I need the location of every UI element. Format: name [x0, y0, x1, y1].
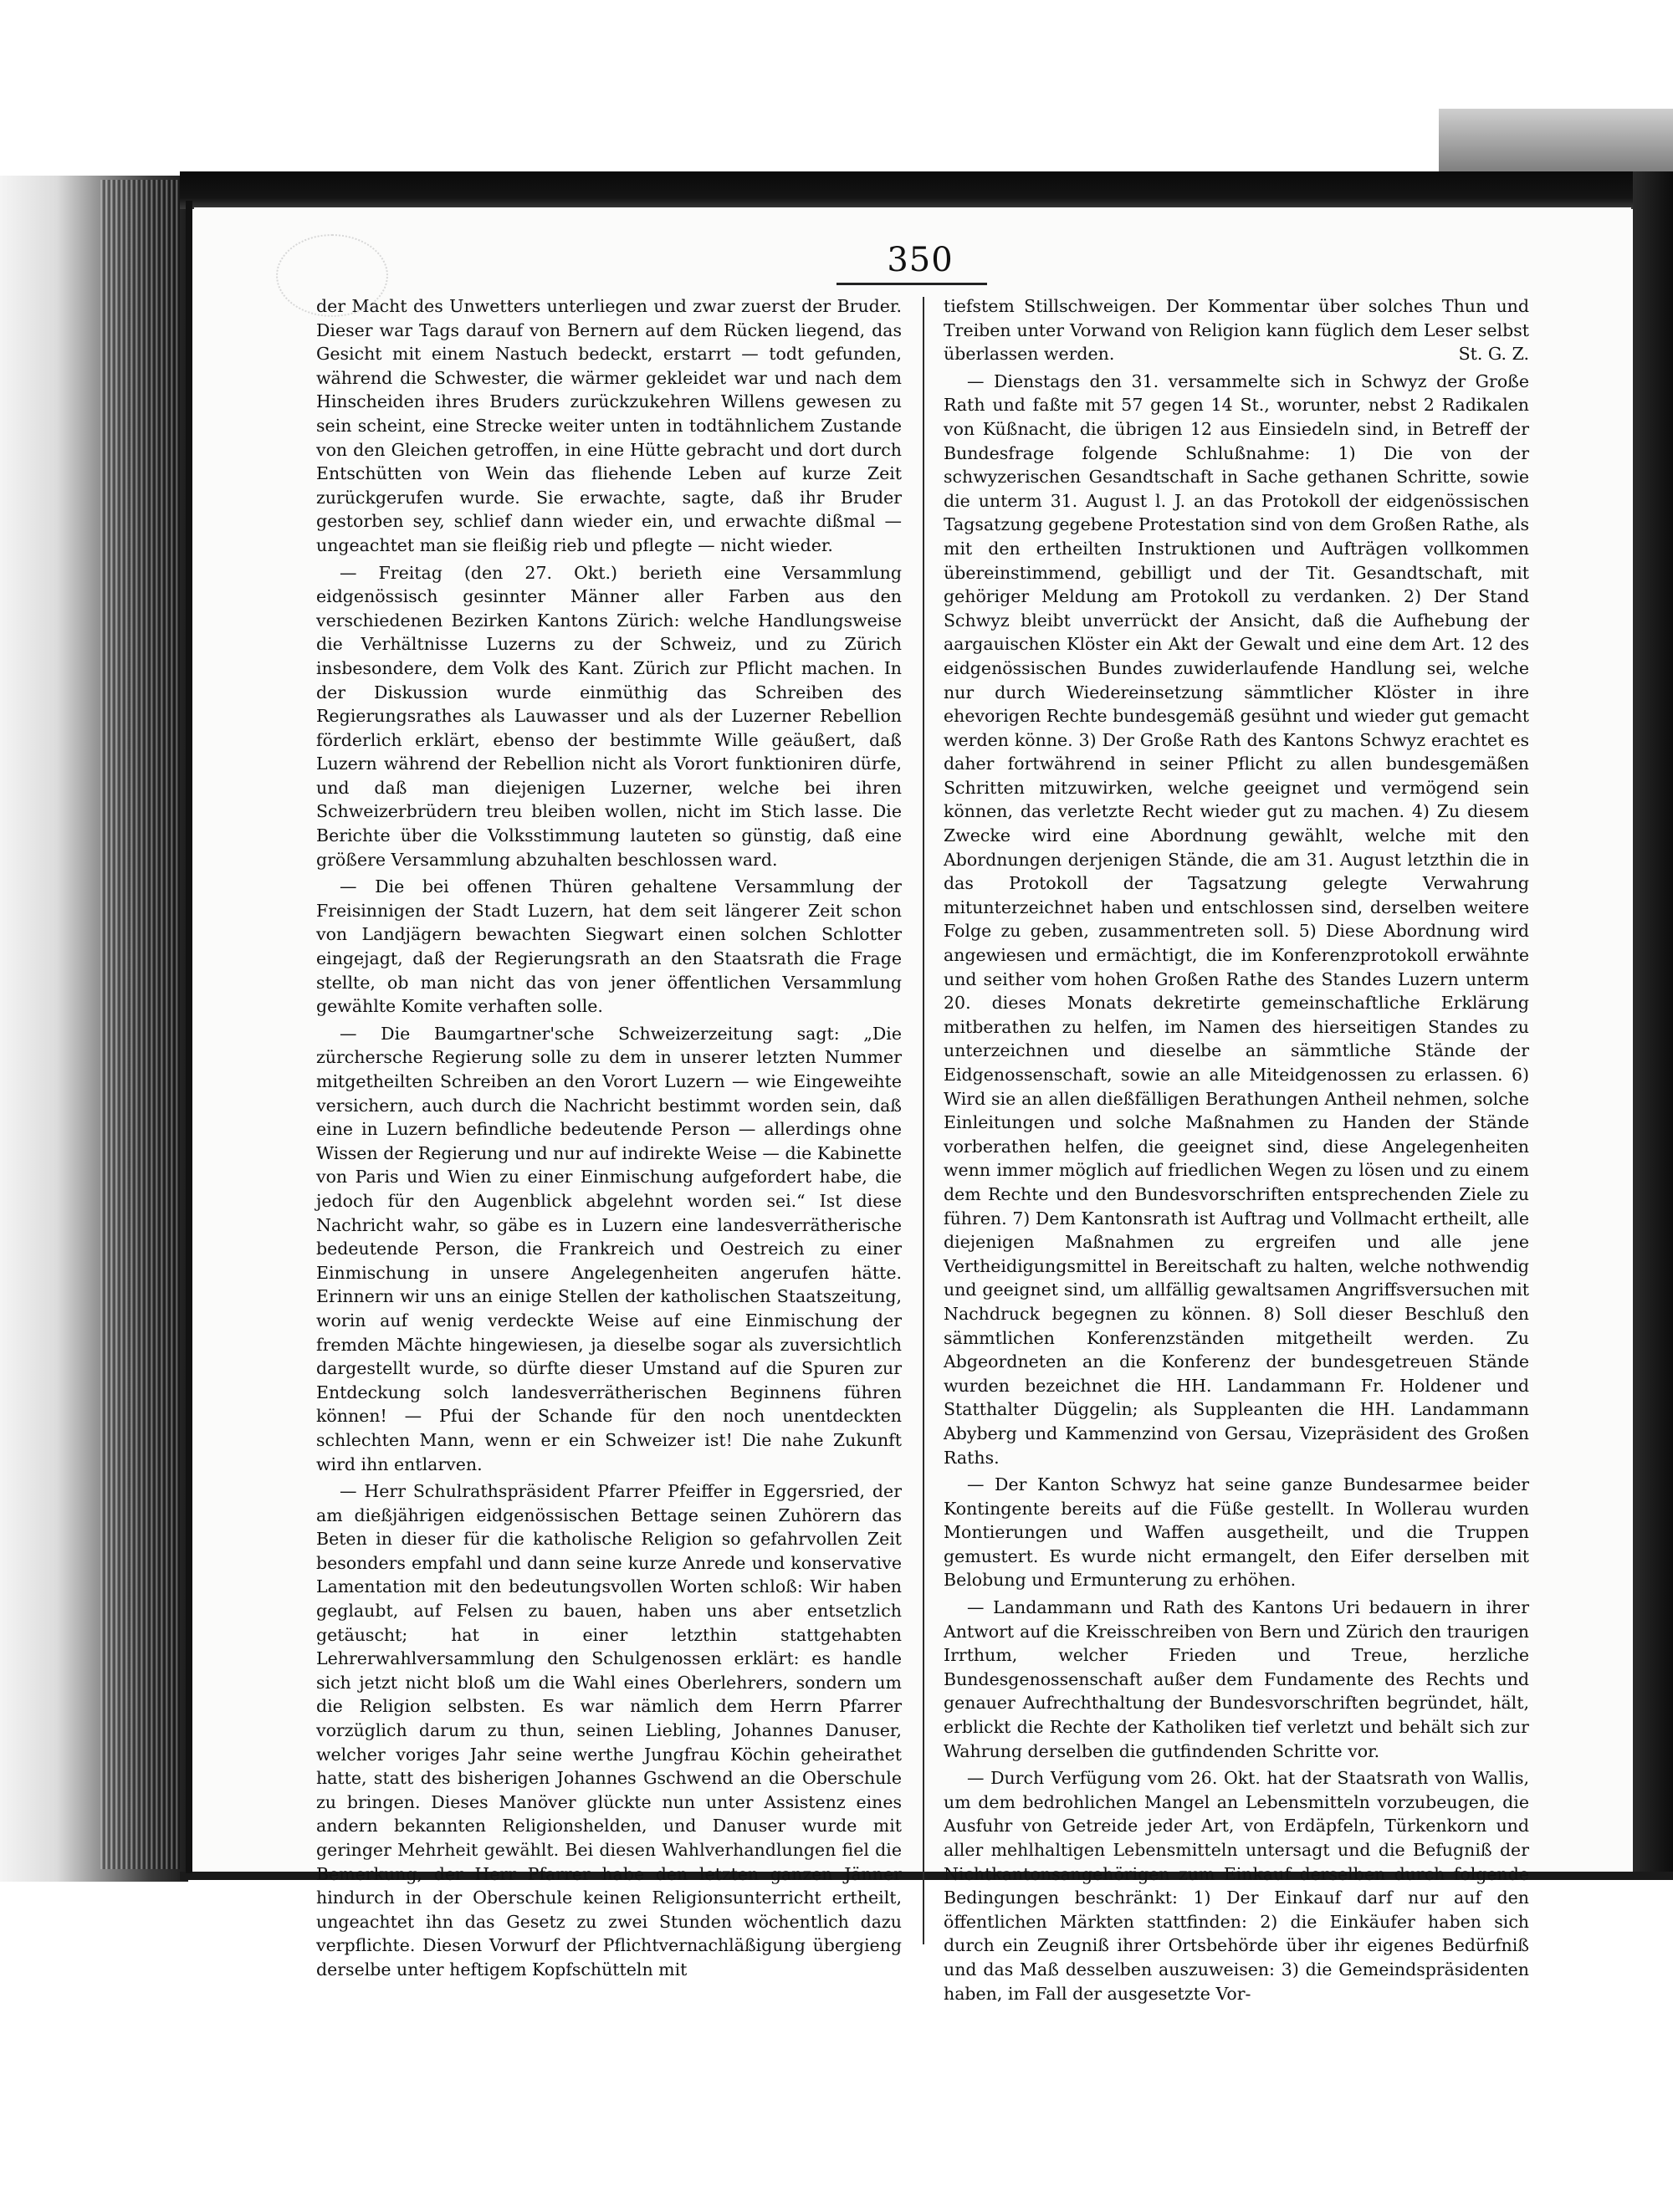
scanner-corner	[1439, 109, 1673, 176]
page-number: 350	[887, 241, 954, 279]
article-paragraph: — Die Baumgartner'sche Schweizerzeitung sagt: „Die zürchersche Regierung solle zu dem in unserer letzten Nummer mitgetheilten Schreiben an den Vorort Luzern — wie Eingeweihte versichern, auch durch die Nachricht bestimmt worden sein, daß eine in Luzern befindliche bedeutende Person — allerdings ohne Wissen der Regierung und nur auf indirekte Weise — die Kabinette von Paris und Wien zu einer Einmischung aufgefordert habe, die jedoch für den Augenblick abgelehnt worden sei.“ Ist diese Nachricht wahr, so gäbe es in Luzern eine landesverrätherische bedeutende Person, die Frankreich und Oestreich zu einer Einmischung in unsere Angelegenheiten angerufen hätte. Erinnern wir uns an einige Stellen der katholischen Staatszeitung, worin auf wenig verdeckte Weise auf eine Einmischung der fremden Mächte hingewiesen, ja dieselbe sogar als zuversichtlich dargestellt wurde, so dürfte dieser Umstand auf die Spuren zur Entdeckung solch landesverrätherischen Beginnens führen können! — Pfui der Schande für den noch unentdeckten schlechten Mann, wenn er ein Schweizer ist! Die nahe Zukunft wird ihn entlarven.	[316, 1023, 902, 1474]
source-signature: St. G. Z.	[1458, 344, 1529, 365]
article-paragraph	[944, 294, 1529, 366]
article-paragraph: — Die bei offenen Thüren gehaltene Versammlung der Freisinnigen der Stadt Luzern, hat dem seit längerer Zeit schon von Landjägern bewachten Siegwart einen solchen Schlotter eingejagt, daß der Regierungsrath an den Staatsrath die Frage stellte, ob man nicht das von jener öffentlichen Versammlung gewählte Komite verhaften solle.	[316, 876, 902, 1017]
article-text: tiefstem Stillschweigen. Der Kommentar über solches Thun und Treiben unter Vorwand von Religion kann füglich dem Leser selbst überlassen werden.	[944, 296, 1529, 365]
article-paragraph: — Freitag (den 27. Okt.) berieth eine Versammlung eidgenössisch gesinnter Männer aller Farben aus den verschiedenen Bezirken Kantons Zürich: welche Handlungsweise die Verhältnisse Luzerns zu der Schweiz, und zu Zürich insbesondere, dem Volk des Kant. Zürich zur Pflicht machen. In der Diskussion wurde einmüthig das Schreiben des Regierungsrathes als Lauwasser und als der Luzerner Rebellion förderlich erklärt, ebenso der bestimmte Wille geäußert, daß Luzern während der Rebellion nicht als Vorort funktioniren dürfe, und daß man diejenigen Luzerner, welche bei ihren Schweizerbrüdern treu bleiben wollen, nicht im Stich lasse. Die Berichte über die Volksstimmung lauteten so günstig, daß eine größere Versammlung abzuhalten beschlossen ward.	[316, 562, 902, 870]
right-column	[944, 294, 1529, 2009]
page-gutter-shadow	[186, 201, 192, 1873]
article-paragraph: — Durch Verfügung vom 26. Okt. hat der Staatsrath von Wallis, um dem bedrohlichen Mangel an Lebensmitteln vorzubeugen, die Ausfuhr von Getreide jeder Art, von Erdäpfeln, Türkenkorn und aller mehlhaltigen Lebensmitteln untersagt und die Befugniß der Nichtkantonsangehörigen zum Einkauf derselben durch folgende Bedingungen beschränkt: 1) Der Einkauf darf nur auf den öffentlichen Märkten stattfinden: 2) die Einkäufer haben sich durch ein Zeugniß ihrer Ortsbehörde über ihr eigenes Bedürfniß und das Maß desselben auszuweisen: 3) die Gemeindspräsidenten haben, im Fall der ausgesetzte Vor-	[944, 1768, 1529, 2004]
article-paragraph: — Landammann und Rath des Kantons Uri bedauern in ihrer Antwort auf die Kreisschreiben von Bern und Zürich den traurigen Irrthum, welcher Frieden und Treue, herzliche Bundesgenossenschaft außer dem Fundamente des Rechts und genauer Aufrechthaltung der Bundesvorschriften begründet, hält, erblickt die Rechte der Katholiken tief verletzt und behält sich zur Wahrung derselben die gutfindenden Schritte vor.	[944, 1597, 1529, 1761]
article-paragraph: — Dienstags den 31. versammelte sich in Schwyz der Große Rath und faßte mit 57 gegen 14 St., worunter, nebst 2 Radikalen von Küßnacht, die übrigen 12 aus Einsiedeln sind, in Betreff der Bundesfrage folgende Schlußnahme: 1) Die von der schwyzerischen Gesandtschaft in Sache gethanen Schritte, sowie die unterm 31. August l. J. an das Protokoll der eidgenössischen Tagsatzung gegebene Protestation sind von dem Großen Rathe, als mit den ertheilten Instruktionen und Aufträgen vollkommen übereinstimmend, gebilligt und der Tit. Gesandtschaft, mit gehöriger Meldung am Protokoll zu verdanken. 2) Der Stand Schwyz bleibt unverrückt der Ansicht, daß die Aufhebung der aargauischen Klöster ein Akt der Gewalt und eine dem Art. 12 des eidgenössischen Bundes zuwiderlaufende Handlung sei, welche nur durch Wiedereinsetzung sämmtlicher Klöster in ihre ehevorigen Rechte bundesgemäß gesühnt und wieder gut gemacht werden könne. 3) Der Große Rath des Kantons Schwyz erachtet es daher fortwährend in seiner Pflicht zu allen bundesgemäßen Schritten mitzuwirken, welche geeignet und vermögend sein können, das verletzte Recht wieder gut zu machen. 4) Zu diesem Zwecke wird eine Abordnung gewählt, welche mit den Abordnungen derjenigen Stände, die am 31. August letzthin die in das Protokoll der Tagsatzung gelegte Verwahrung mitunterzeichnet haben und entschlossen sind, derselben weitere Folge zu geben, zusammentreten soll. 5) Diese Abordnung wird angewiesen und ermächtigt, die im Konferenzprotokoll erwähnte und seither vom hohen Großen Rathe des Standes Luzern unterm 20. dieses Monats dekretirte gemeinschaftliche Erklärung mitberathen zu helfen, im Namen des hierseitigen Standes zu unterzeichnen und dieselbe an sämmtliche Stände der Eidgenossenschaft, sowie an alle Miteidgenossen zu erlassen. 6) Wird sie an allen dießfälligen Berathungen Antheil nehmen, solche Einleitungen und solche Maßnahmen zu Handen der Stände vorberathen helfen, die geeignet sind, diese Angelegenheiten wenn immer möglich auf friedlichen Wegen zu lösen und zu einem dem Rechte und den Bundesvorschriften entsprechenden Ziele zu führen. 7) Dem Kantonsrath ist Auftrag und Vollmacht ertheilt, alle diejenigen Maßnahmen zu ergreifen und alle jene Vertheidigungsmittel in Bereitschaft zu halten, welche nothwendig und geeignet sind, um allfällig gewaltsamen Angriffsversuchen mit Nachdruck begegnen zu können. 8) Soll dieser Beschluß den sämmtlichen Konferenzständen mitgetheilt werden. Zu Abgeordneten an die Konferenz der bundesgetreuen Stände wurden bezeichnet die HH. Landammann Fr. Holdener und Statthalter Düggelin; als Suppleanten die HH. Landammann Abyberg und Kammenzind von Gersau, Vizepräsident des Großen Raths.	[944, 370, 1529, 1468]
article-paragraph: — Herr Schulrathspräsident Pfarrer Pfeiffer in Eggersried, der am dießjährigen eidgenössischen Bettage seinen Zuhörern das Beten in dieser für die katholische Religion so gefahrvollen Zeit besonders empfahl und dann seine kurze Anrede und konservative Lamentation mit den bedeutungsvollen Worten schloß: Wir haben geglaubt, auf Felsen zu bauen, haben uns aber entsetzlich getäuscht; hat in einer letzthin stattgehabten Lehrerwahlversammlung den Schulgenossen erklärt: es handle sich jetzt nicht bloß um die Wahl eines Oberlehrers, sondern um die Religion selbsten. Es war nämlich dem Herrn Pfarrer vorzüglich darum zu thun, seinen Liebling, Johannes Danuser, welcher voriges Jahr seine werthe Jungfrau Köchin geheirathet hatte, statt des bisherigen Johannes Gschwend an die Oberschule zu bringen. Dieses Manöver glückte nun unter Assistenz eines andern bekannten Religionshelden, und Danuser wurde mit geringer Mehrheit gewählt. Bei diesen Wahlverhandlungen fiel die Bemerkung, der Herr Pfarrer habe den letzten ganzen Jänner hindurch in der Oberschule keinen Religionsunterricht ertheilt, ungeachtet ihn das Gesetz zu zwei Stunden wöchentlich dazu verpflichte. Diesen Vorwurf der Pflichtvernachläßigung übergieng derselbe unter heftigem Kopfschütteln mit	[316, 1481, 902, 1980]
article-paragraph: der Macht des Unwetters unterliegen und zwar zuerst der Bruder. Dieser war Tags darauf von Bernern auf dem Rücken liegend, das Gesicht mit einem Nastuch bedeckt, erstarrt — todt gefunden, während die Schwester, die wärmer gekleidet war und nach dem Hinscheiden ihres Bruders zurückzukehren Willens gewesen zu sein scheint, eine Strecke weiter unten in todtähnlichem Zustande von den Gleichen getroffen, in eine Hütte gebracht und dort durch Entschütten von Wein das fliehende Leben auf kurze Zeit zurückgerufen wurde. Sie erwachte, sagte, daß ihr Bruder gestorben sey, schlief dann wieder ein, und erwachte dißmal — ungeachtet man sie fleißig rieb und pflegte — nicht wieder.	[316, 296, 902, 555]
page-edges	[100, 180, 180, 1869]
article-paragraph: — Der Kanton Schwyz hat seine ganze Bundesarmee beider Kontingente bereits auf die Füße gestellt. In Wollerau wurden Montierungen und Waffen ausgetheilt, und die Truppen gemustert. Es wurde nicht ermangelt, den Eifer derselben mit Belobung und Ermunterung zu erhöhen.	[944, 1474, 1529, 1591]
top-border	[180, 171, 1673, 209]
left-column	[316, 294, 902, 1985]
column-divider	[923, 297, 924, 1944]
page-number-underline	[836, 283, 987, 285]
right-border	[1633, 171, 1673, 1877]
